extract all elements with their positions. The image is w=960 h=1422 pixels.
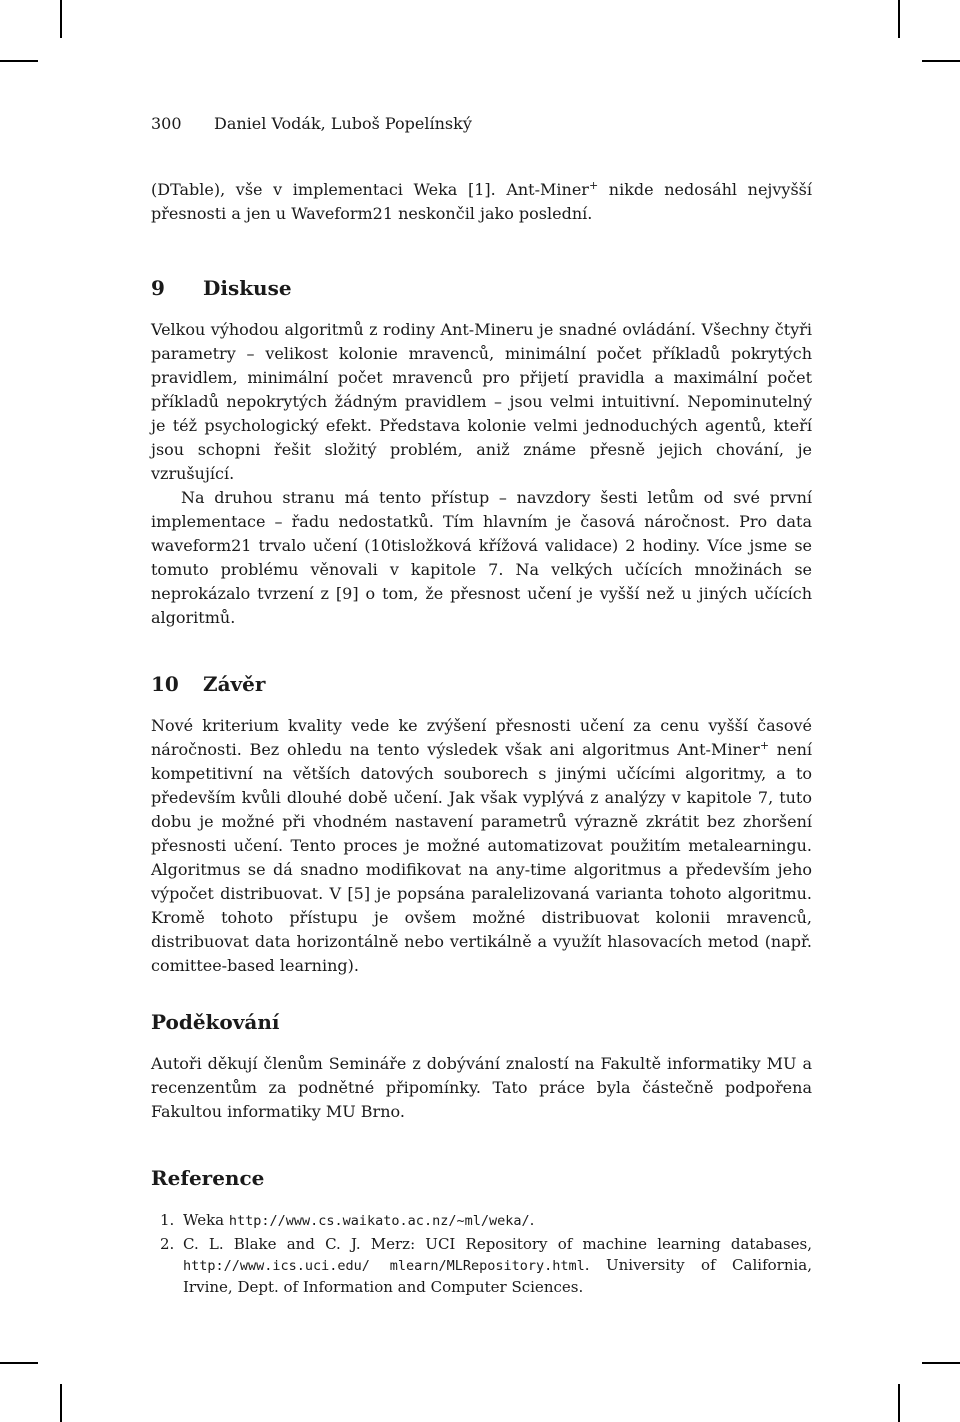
section-heading-diskuse [151, 274, 812, 302]
intro-paragraph [151, 178, 812, 226]
podekovani-paragraph: Autoři děkují členům Semináře z dobývání znalostí na Fakultě informatiky MU a recenzentům za podnětné připomínky. Tato práce byla částečně podpořena Fakultou informatiky MU Brno. [151, 1054, 812, 1121]
crop-mark-bottom-left [60, 1384, 62, 1422]
section-heading-reference [151, 1164, 812, 1192]
reference-text: Weka [183, 1211, 229, 1229]
section-heading-podekovani [151, 1008, 812, 1036]
section-number: 10 [151, 672, 179, 696]
reference-text: C. L. Blake and C. J. Merz: UCI Repository of machine learning databases, [183, 1235, 812, 1253]
reference-item [151, 1234, 812, 1298]
section-podekovani-body [151, 1052, 812, 1124]
crop-mark-top-left [60, 0, 62, 38]
section-title: Diskuse [203, 276, 292, 300]
intro-text-a: (DTable), vše v implementaci Weka [1]. Ant-Miner [151, 180, 589, 199]
crop-mark-top-right [898, 0, 900, 38]
reference-item [151, 1210, 812, 1232]
page-body [151, 112, 812, 1300]
reference-list-container [151, 1210, 812, 1298]
section-title: Poděkování [151, 1010, 280, 1034]
reference-url[interactable]: http://www.ics.uci.edu/ mlearn/MLRepository.html [183, 1258, 585, 1274]
zaver-text-a: Nové kriterium kvality vede ke zvýšení přesnosti učení za cenu vyšší časové náročnosti. Bez ohledu na tento výsledek však ani algoritmus Ant-Miner [151, 716, 812, 759]
reference-text-end: . [529, 1211, 535, 1229]
crop-mark-bottom-right [898, 1384, 900, 1422]
page-number: 300 [151, 114, 182, 133]
section-diskuse-body [151, 318, 812, 630]
running-head [151, 112, 812, 136]
section-zaver-body [151, 714, 812, 978]
diskuse-paragraph-1: Velkou výhodou algoritmů z rodiny Ant-Mineru je snadné ovládání. Všechny čtyři parametry – velikost kolonie mravenců, minimální počet příkladů pokrytých pravidlem, minimální počet mravenců pro přijetí pravidla a maximální počet příkladů nepokrytých žádným pravidlem – jsou velmi intuitivní. Nepominutelný je též psychologický efekt. Představa kolonie velmi jednoduchých agentů, kteří jsou schopni řešit složitý problém, aniž známe přesně jejich chování, je vzrušující. [151, 320, 812, 483]
zaver-text-b: není kompetitivní na větších datových souborech s jinými učícími algoritmy, a to především kvůli dlouhé době učení. Jak však vyplývá z analýzy v kapitole 7, tuto dobu je možné při vhodném nastavení parametrů výrazně zkrátit bez zhoršení přesnosti učení. Tento proces je možné automatizovat použitím metalearningu. Algoritmus se dá snadno modifikovat na any-time algoritmus a především jeho výpočet distribuovat. V [5] je popsána paralelizovaná varianta tohoto algoritmu. Kromě tohoto přístupu je ovšem možné distribuovat kolonii mravenců, distribuovat data horizontálně nebo vertikálně a využít hlasovacích metod (např. comittee-based learning). [151, 740, 813, 975]
crop-mark-bottom-left-h [0, 1362, 38, 1364]
section-number: 9 [151, 276, 165, 300]
intro-sup: + [588, 179, 599, 192]
intro-text-b: nikde nedosáhl nejvyšší přesnosti a jen u Waveform21 neskončil jako poslední. [151, 180, 812, 223]
crop-mark-top-right-h [922, 60, 960, 62]
running-head-authors: Daniel Vodák, Luboš Popelínský [214, 114, 472, 133]
zaver-paragraph [151, 714, 812, 978]
reference-number: 2. [160, 1235, 175, 1253]
zaver-sup: + [759, 739, 770, 752]
crop-mark-bottom-right-h [922, 1362, 960, 1364]
reference-url[interactable]: http://www.cs.waikato.ac.nz/~ml/weka/ [228, 1213, 530, 1229]
reference-number: 1. [160, 1211, 175, 1229]
reference-text-end: . University of California, Irvine, Dept. of Information and Computer Sciences. [183, 1256, 812, 1296]
crop-mark-top-left-h [0, 60, 38, 62]
section-title: Závěr [203, 672, 266, 696]
diskuse-paragraph-2: Na druhou stranu má tento přístup – navzdory šesti letům od své první implementace – řadu nedostatků. Tím hlavním je časová náročnost. Pro data waveform21 trvalo učení (10tisložková křížová validace) 2 hodiny. Více jsme se tomuto problému věnovali v kapitole 7. Na velkých učících množinách se neprokázalo tvrzení z [9] o tom, že přesnost učení je vyšší než u jiných učících algoritmů. [151, 488, 812, 627]
reference-list [151, 1210, 812, 1298]
section-heading-zaver [151, 670, 812, 698]
section-title: Reference [151, 1166, 265, 1190]
